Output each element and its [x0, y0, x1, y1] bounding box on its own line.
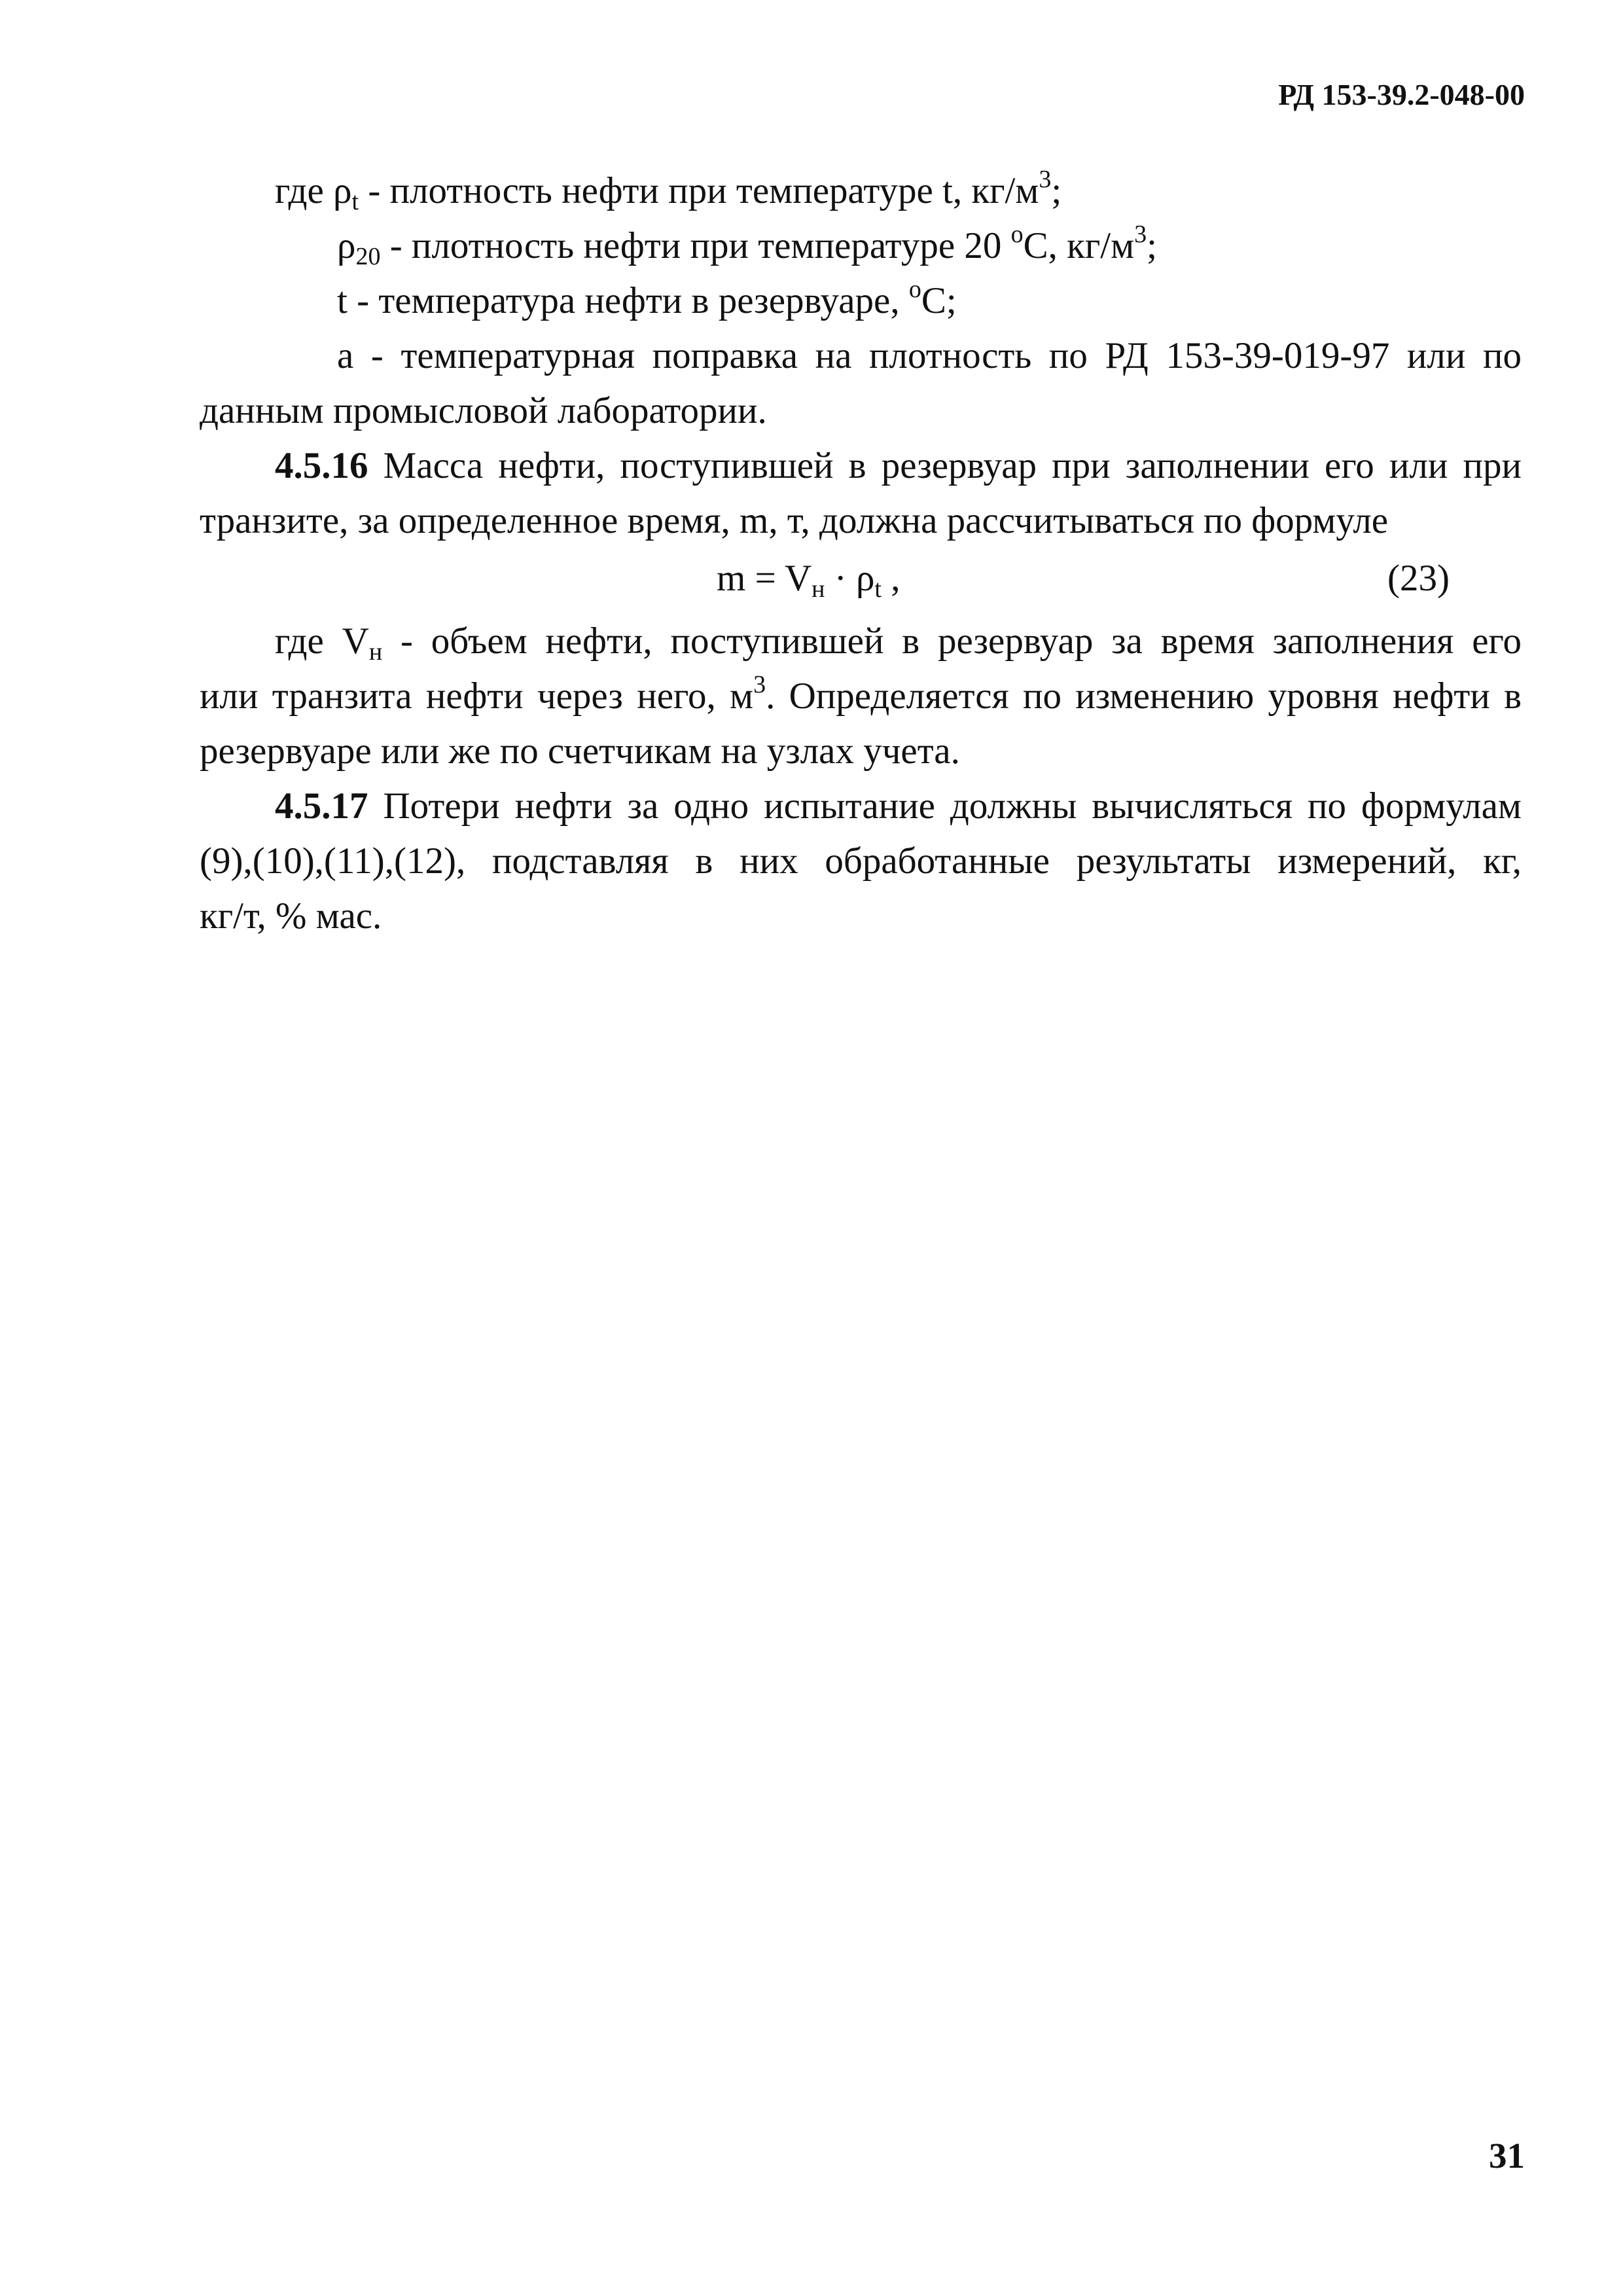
document-code-header: РД 153-39.2-048-00: [1278, 78, 1525, 111]
definition-vn-line-3: резервуаре или же по счетчикам на узлах учета.: [200, 730, 960, 772]
superscript: 3: [753, 671, 766, 698]
formula-tail: ,: [881, 558, 901, 599]
formula-number: (23): [1387, 558, 1450, 599]
formula-23-row: [200, 551, 1522, 606]
subscript: t: [874, 575, 882, 603]
section-text: Масса нефти, поступившей в резервуар при заполнении его или при: [368, 445, 1522, 486]
section-4-5-16-line-2: транзите, за определенное время, m, т, должна рассчитываться по формуле: [200, 500, 1389, 541]
subscript: н: [368, 638, 383, 666]
degree-mark: о: [908, 276, 921, 303]
section-number: 4.5.16: [275, 445, 368, 486]
def-lead: ρ: [337, 225, 356, 266]
superscript: 3: [1134, 221, 1147, 248]
def-tail: ;: [1147, 225, 1157, 266]
page-number: 31: [1489, 2136, 1525, 2176]
definition-t: [200, 274, 1522, 329]
def-tail: ;: [1051, 170, 1062, 211]
formula-23: [717, 551, 900, 606]
section-text: Потери нефти за одно испытание должны вычисляться по формулам: [368, 785, 1522, 827]
section-4-5-17-line-2: (9),(10),(11),(12), подставляя в них обработанные результаты измерений, кг,: [200, 840, 1522, 882]
def-text: t - температура нефти в резервуаре,: [337, 280, 909, 321]
superscript: 3: [1039, 166, 1052, 193]
def-text-2: . Определяется по изменению уровня нефти в: [766, 675, 1522, 717]
formula-mid: · ρ: [825, 558, 875, 599]
definition-vn-line-2: [200, 669, 1522, 724]
subscript: 20: [355, 243, 381, 270]
definition-vn-line-1: [200, 614, 1522, 669]
def-text: - плотность нефти при температуре 20: [380, 225, 1011, 266]
section-number: 4.5.17: [275, 785, 368, 827]
subscript: н: [812, 575, 825, 603]
section-4-5-16-line-1: [200, 439, 1522, 493]
def-text: - объем нефти, поступившей в резервуар за время заполнения его: [382, 620, 1522, 662]
definition-rho-t: [200, 164, 1522, 219]
def-text: или транзита нефти через него, м: [200, 675, 754, 717]
def-tail: С;: [921, 280, 957, 321]
definition-a-line-2: данным промысловой лаборатории.: [200, 390, 767, 431]
section-4-5-17-line-3: кг/т, % мас.: [200, 895, 382, 937]
definition-a-line-1: а - температурная поправка на плотность по РД 153-39-019-97 или по: [337, 335, 1522, 376]
def-lead: где ρ: [275, 170, 352, 211]
page-content: [200, 164, 1522, 944]
def-text: - плотность нефти при температуре t, кг/м: [359, 170, 1039, 211]
section-4-5-17-line-1: [200, 779, 1522, 834]
formula-lhs: m = V: [717, 558, 812, 599]
subscript: t: [351, 188, 359, 215]
degree-mark: о: [1010, 221, 1024, 248]
def-text-2: С, кг/м: [1023, 225, 1135, 266]
definition-rho-20: [200, 219, 1522, 274]
def-lead: где V: [275, 620, 369, 662]
